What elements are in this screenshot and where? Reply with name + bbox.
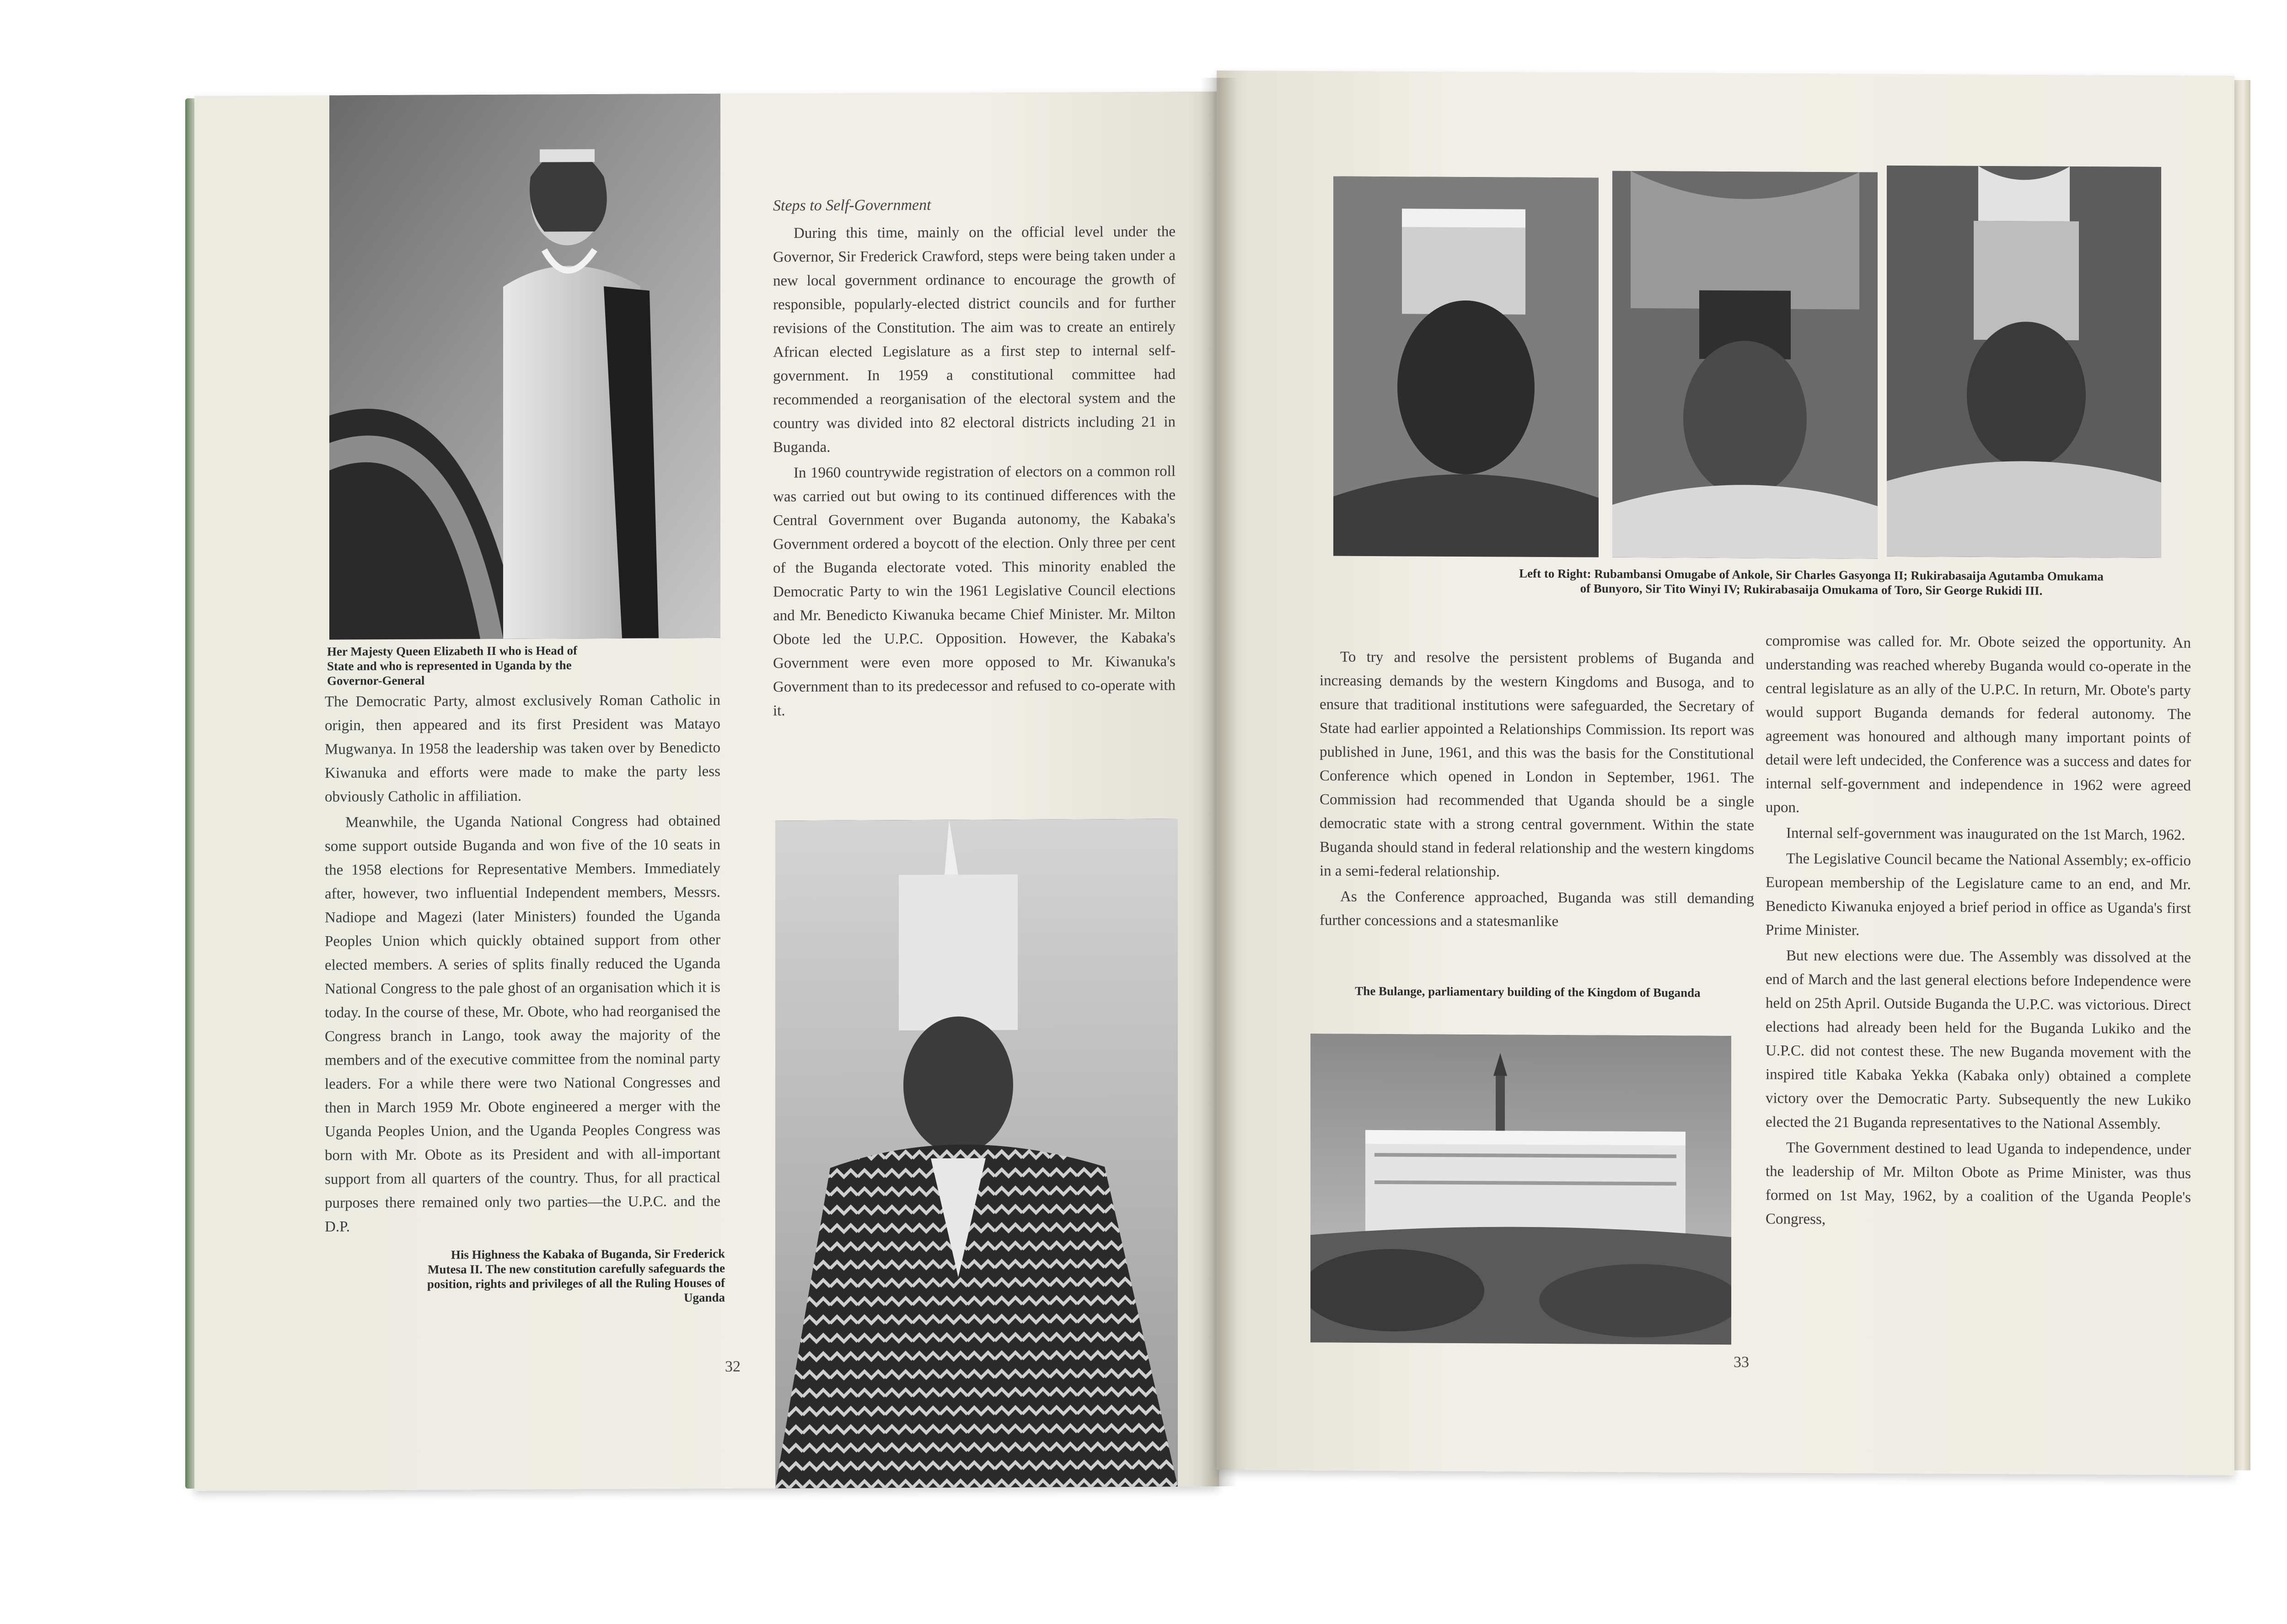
queen-photo-caption: Her Majesty Queen Elizabeth II who is Head of State and who is represented in Uganda by the Governor-General <box>327 643 577 688</box>
left-column-1 <box>325 688 720 1241</box>
left-column-2 <box>773 193 1176 725</box>
paragraph: The Democratic Party, almost exclusively Roman Catholic in origin, then appeared and its first President was Matayo Mugwanya. In 1958 the leadership was taken over by Benedicto Kiwanuka and efforts were made to make the party less obviously Catholic in affiliation. <box>325 691 720 805</box>
section-heading: Steps to Self-Government <box>773 196 931 214</box>
ruler-photo-bunyoro <box>1612 171 1878 559</box>
kabaka-photo-caption: His Highness the Kabaka of Buganda, Sir Frederick Mutesa II. The new constitution carefully safeguards the position, rights and privileges of all the Ruling Houses of Uganda <box>427 1246 725 1305</box>
page-number: 33 <box>1734 1354 1749 1371</box>
page-number: 32 <box>725 1358 741 1375</box>
paragraph: As the Conference approached, Buganda was still demanding further concessions and a statesmanlike <box>1320 888 1754 930</box>
right-page <box>1217 70 2234 1475</box>
page-stack-right <box>2232 80 2250 1470</box>
kabaka-photo <box>775 819 1178 1489</box>
paragraph: But new elections were due. The Assembly was dissolved at the end of March and the last general elections before Independence were held on 25th April. Outside Buganda the U.P.C. was victorious. Direct elections had already been held for the Buganda Lukiko and the U.P.C. did not contest these. The new Buganda movement with the inspired title Kabaka Yekka (Kabaka only) obtained a complete victory over the Democratic Party. Subsequently the new Lukiko elected the 21 Buganda representatives to the National Assembly. <box>1766 947 2191 1132</box>
paragraph: compromise was called for. Mr. Obote seized the opportunity. An understanding was reached whereby Buganda would co-operate in the central legislature as an ally of the U.P.C. In return, Mr. Obote's party would support Buganda demands for federal autonomy. The agreement was honoured and although many important points of detail were left undecided, the Conference was a success and dates for internal self-government and independence in 1962 were agreed upon. <box>1766 632 2191 816</box>
book-gutter <box>1201 78 1237 1486</box>
bulange-photo <box>1310 1034 1731 1345</box>
queen-photo <box>329 94 720 640</box>
paragraph: The Legislative Council became the National Assembly; ex-officio European membership of the Legislature came to an end, and Mr. Benedicto Kiwanuka enjoyed a brief period in office as Uganda's first Prime Minister. <box>1766 850 2191 939</box>
paragraph: During this time, mainly on the official level under the Governor, Sir Frederick Crawford, steps were being taken under a new local government ordinance to encourage the growth of responsible, popularly-elected district councils and for further revisions of the Constitution. The aim was to create an entirely African elected Legislature as a first step to internal self-government. In 1959 a constitutional committee had recommended a reorganisation of the electoral system and the country was divided into 82 electoral districts including 21 in Buganda. <box>773 223 1176 456</box>
ruler-photo-toro <box>1887 166 2161 558</box>
paragraph: To try and resolve the persistent problems of Buganda and increasing demands by the western Kingdoms and Busoga, and to ensure that traditional institutions were safeguarded, the Secretary of State had earlier appointed a Relationships Commission. Its report was published in June, 1961, and this was the basis for the Constitutional Conference which opened in London in September, 1961. The Commission had recommended that Uganda should be a single democratic state with a strong central government. Within the state Buganda should stand in federal relationship and the western kingdoms in a semi-federal relationship. <box>1320 649 1754 880</box>
paragraph: Internal self-government was inaugurated on the 1st March, 1962. <box>1786 825 2185 844</box>
paragraph: Meanwhile, the Uganda National Congress had obtained some support outside Buganda and won five of the 10 seats in the 1958 elections for Representative Members. Immediately after, however, two influential Independent members, Messrs. Nadiope and Magezi (later Ministers) founded the Uganda Peoples Union which quickly obtained support from other elected members. A series of splits finally reduced the Uganda National Congress to the pale ghost of an organisation which it is today. In the course of these, Mr. Obote, who had reorganised the Congress branch in Lango, took away the majority of the members and of the executive committee from the nominal party leaders. For a while there were two National Congresses and then in March 1959 Mr. Obote engineered a merger with the Uganda Peoples Union, and the Uganda Peoples Congress was born with Mr. Obote as its President and with all-important support from all quarters of the country. Thus, for all practical purposes there remained only two parties—the U.P.C. and the D.P. <box>325 812 720 1235</box>
left-page <box>194 91 1219 1491</box>
paragraph: The Government destined to lead Uganda to independence, under the leadership of Mr. Milton Obote as Prime Minister, was thus formed on 1st May, 1962, by a coalition of the Uganda People's Congress, <box>1766 1139 2191 1228</box>
rulers-photo-caption: Left to Right: Rubambansi Omugabe of Ankole, Sir Charles Gasyonga II; Rukirabasaija Agutamba Omukama of Bunyoro, Sir Tito Winyi IV; Rukirabasaija Omukama of Toro, Sir George Rukidi III. <box>1519 566 2104 598</box>
paragraph: In 1960 countrywide registration of electors on a common roll was carried out but owing to its continued differences with the Central Government over Buganda autonomy, the Kabaka's Government ordered a boycott of the election. Only three per cent of the Buganda electorate voted. This minority enabled the Democratic Party to win the 1961 Legislative Council elections and Mr. Benedicto Kiwanuka became Chief Minister. Mr. Milton Obote led the U.P.C. Opposition. However, the Kabaka's Government were even more opposed to Mr. Kiwanuka's Government than to its predecessor and refused to co-operate with it. <box>773 463 1176 719</box>
right-column-2 <box>1766 629 2191 1235</box>
bulange-photo-caption: The Bulange, parliamentary building of the Kingdom of Buganda <box>1355 984 1701 1000</box>
right-column-1 <box>1320 645 1754 936</box>
ruler-photo-ankole <box>1333 177 1599 557</box>
